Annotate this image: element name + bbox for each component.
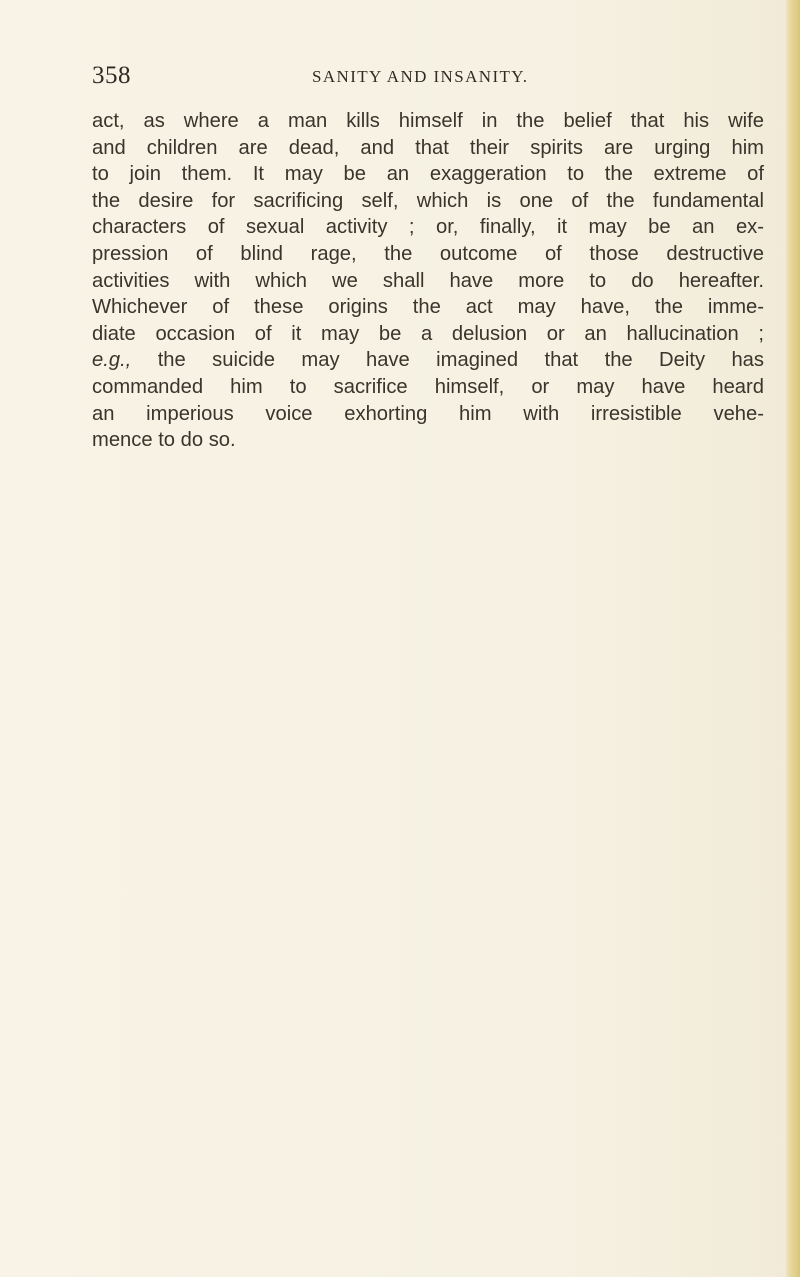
text-line: act, as where a man kills himself in the belief that his wife (92, 110, 764, 132)
running-title: SANITY AND INSANITY. (312, 67, 529, 86)
page-number: 358 (92, 62, 131, 89)
text-line: characters of sexual activity ; or, finally, it may be an ex- (92, 216, 764, 239)
text-line: an imperious voice exhorting him with irresistible vehe- (92, 402, 764, 425)
text-line: commanded him to sacrifice himself, or may have heard (92, 375, 764, 398)
text-line-with-italic (92, 347, 764, 374)
text-line: the desire for sacrificing self, which is one of the fundamental (92, 189, 764, 212)
text-line-remainder: the suicide may have imagined that the Deity has (157, 349, 765, 372)
text-line: diate occasion of it may be a delusion or an hallucination ; (92, 322, 764, 345)
text-line: mence to do so. (92, 429, 236, 452)
running-head (92, 62, 712, 92)
text-line: Whichever of these origins the act may have, the imme- (92, 296, 764, 319)
page-edge (786, 0, 800, 1277)
text-line: to join them. It may be an exaggeration to the extreme of (92, 163, 764, 186)
text-line: and children are dead, and that their spirits are urging him (92, 136, 764, 159)
text-line: activities with which we shall have more to do hereafter. (92, 269, 764, 292)
text-line: pression of blind rage, the outcome of those destructive (92, 242, 764, 265)
italic-abbreviation: e.g., (92, 349, 132, 372)
body-paragraph (92, 108, 764, 454)
